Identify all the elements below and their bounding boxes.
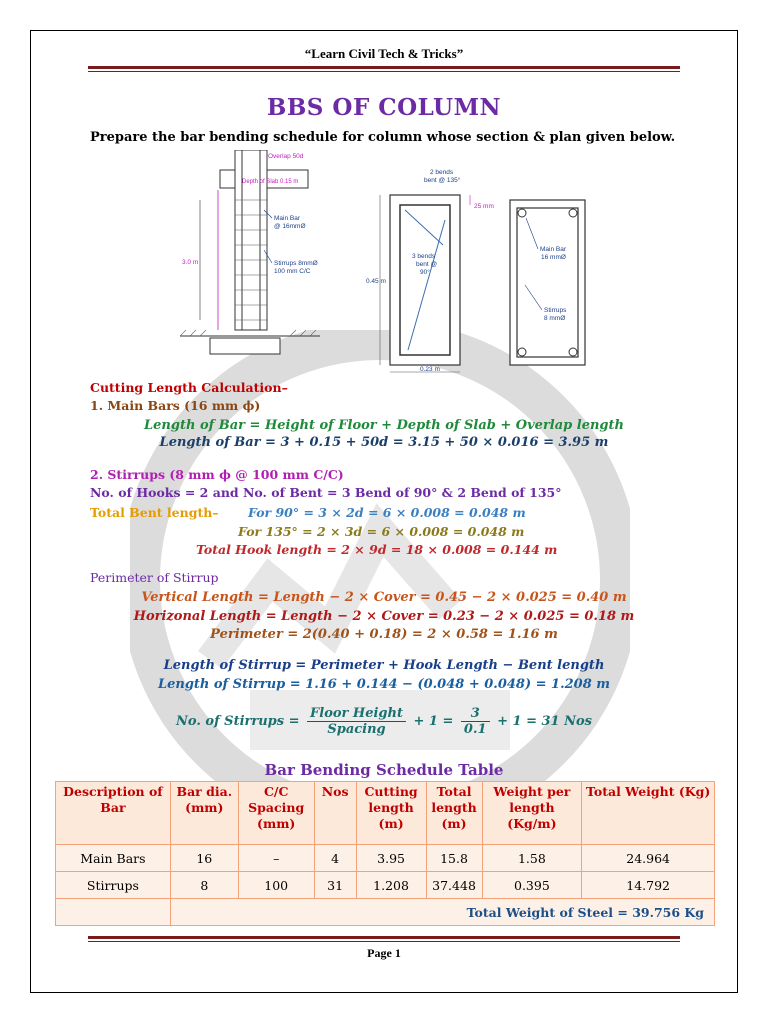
three-bends-label: 3 bends (412, 253, 436, 260)
table-header: Cutting length (m) (356, 782, 426, 845)
length-of-bar-formula: Length of Bar = Height of Floor + Depth of Slab + Overlap length (144, 418, 624, 433)
column-elevation (180, 150, 320, 354)
table-header: Bar dia. (mm) (170, 782, 238, 845)
table-header: C/C Spacing (mm) (238, 782, 314, 845)
table-cell: 0.395 (482, 872, 582, 899)
table-cell: 24.964 (582, 845, 715, 872)
section-height-label: 0.45 m (366, 278, 386, 285)
table-cell: Stirrups (56, 872, 171, 899)
bent-135-label: bent @ 135° (424, 177, 461, 184)
nos-numerator: Floor Height (307, 706, 406, 722)
stirrup-length-formula: Length of Stirrup = Perimeter + Hook Length − Bent length (163, 658, 605, 673)
nos-lhs: No. of Stirrups = (176, 714, 300, 729)
table-cell: 14.792 (582, 872, 715, 899)
table-cell: 31 (314, 872, 356, 899)
table-header: Description of Bar (56, 782, 171, 845)
total-weight: Total Weight of Steel = 39.756 Kg (170, 899, 714, 926)
intro-text: Prepare the bar bending schedule for column whose section & plan given below. (90, 130, 676, 145)
section-width-label: 0.23 m (420, 366, 440, 373)
stirrups-heading: 2. Stirrups (8 mm ϕ @ 100 mm C/C) (90, 467, 344, 482)
plan-main-bar-dia-label: 16 mmØ (541, 254, 566, 261)
footer-rule-thin (88, 941, 680, 942)
no-of-stirrups-formula (0, 706, 768, 737)
column-section (366, 169, 494, 373)
table-cell: 100 (238, 872, 314, 899)
main-bar-label: Main Bar (274, 215, 301, 222)
nos-fraction-1 (307, 706, 406, 737)
page-title: BBS OF COLUMN (266, 94, 502, 121)
table-cell: 3.95 (356, 845, 426, 872)
table-cell: 15.8 (426, 845, 482, 872)
table-header: Weight per length (Kg/m) (482, 782, 582, 845)
table-cell: 1.208 (356, 872, 426, 899)
length-of-bar-value: Length of Bar = 3 + 0.15 + 50d = 3.15 + 50 × 0.016 = 3.95 m (159, 435, 609, 450)
bbs-table (55, 781, 715, 926)
column-plan (510, 200, 585, 365)
column-drawing (180, 150, 600, 375)
vertical-length-line: Vertical Length = Length − 2 × Cover = 0.45 − 2 × 0.025 = 0.40 m (141, 590, 627, 605)
footer-rule (88, 936, 680, 939)
header-rule (88, 66, 680, 69)
horizontal-length-line: Horizonal Length = Length − 2 × Cover = 0.23 − 2 × 0.025 = 0.18 m (133, 609, 635, 624)
height-label: 3.0 m (182, 259, 199, 266)
table-cell: Main Bars (56, 845, 171, 872)
table-header: Total length (m) (426, 782, 482, 845)
bent-90-line: For 90° = 3 × 2d = 6 × 0.008 = 0.048 m (248, 505, 526, 520)
table-row (56, 872, 715, 899)
page-number: Page 1 (367, 946, 401, 960)
table-title: Bar Bending Schedule Table (264, 761, 504, 779)
plan-stirrups-label: Stirrups (544, 307, 567, 314)
hook-total-line: Total Hook length = 2 × 9d = 18 × 0.008 = 0.144 m (196, 542, 558, 557)
nos-denominator: Spacing (327, 722, 386, 737)
table-total-row (56, 899, 715, 926)
table-cell: – (238, 845, 314, 872)
table-row (56, 845, 715, 872)
table-header: Nos (314, 782, 356, 845)
table-cell: 37.448 (426, 872, 482, 899)
main-bar-dia-label: @ 16mmØ (274, 223, 306, 230)
table-cell: 16 (170, 845, 238, 872)
plan-stirrups-dia-label: 8 mmØ (544, 315, 566, 322)
header-rule-thin (88, 71, 680, 72)
perimeter-line: Perimeter = 2(0.40 + 0.18) = 2 × 0.58 = 1.16 m (210, 627, 558, 642)
bent-at-label: bent @ (416, 261, 438, 268)
table-cell: 4 (314, 845, 356, 872)
page-header: “Learn Civil Tech & Tricks” (304, 46, 464, 61)
calc-heading: Cutting Length Calculation– (90, 380, 288, 395)
bent-135-line: For 135° = 2 × 3d = 6 × 0.008 = 0.048 m (238, 524, 525, 539)
stirrups-label: Stirrups 8mmØ (274, 260, 318, 267)
nos-denominator-2: 0.1 (463, 722, 487, 737)
stirrups-spacing-label: 100 mm C/C (274, 268, 311, 275)
plan-main-bar-label: Main Bar (540, 246, 567, 253)
table-cell: 1.58 (482, 845, 582, 872)
table-cell-empty (56, 899, 171, 926)
overlap-label: Overlap 50d (268, 153, 304, 160)
hooks-line: No. of Hooks = 2 and No. of Bent = 3 Bend of 90° & 2 Bend of 135° (90, 485, 562, 500)
cover-label: 25 mm (474, 203, 494, 210)
ninety-label: 90° (420, 269, 430, 276)
depth-slab-label: Depth of Slab 0.15 m (242, 179, 299, 185)
table-header: Total Weight (Kg) (582, 782, 715, 845)
stirrup-length-value: Length of Stirrup = 1.16 + 0.144 − (0.048 + 0.048) = 1.208 m (157, 677, 611, 692)
nos-numerator-2: 3 (461, 706, 490, 722)
nos-rhs: + 1 = 31 Nos (497, 714, 592, 729)
two-bends-label: 2 bends (430, 169, 454, 176)
main-bars-heading: 1. Main Bars (16 mm ϕ) (90, 398, 261, 413)
table-header-row (56, 782, 715, 845)
table-cell: 8 (170, 872, 238, 899)
nos-fraction-2 (461, 706, 490, 737)
nos-mid: + 1 = (413, 714, 454, 729)
total-bent-label: Total Bent length– (90, 505, 219, 520)
perimeter-heading: Perimeter of Stirrup (90, 570, 219, 585)
